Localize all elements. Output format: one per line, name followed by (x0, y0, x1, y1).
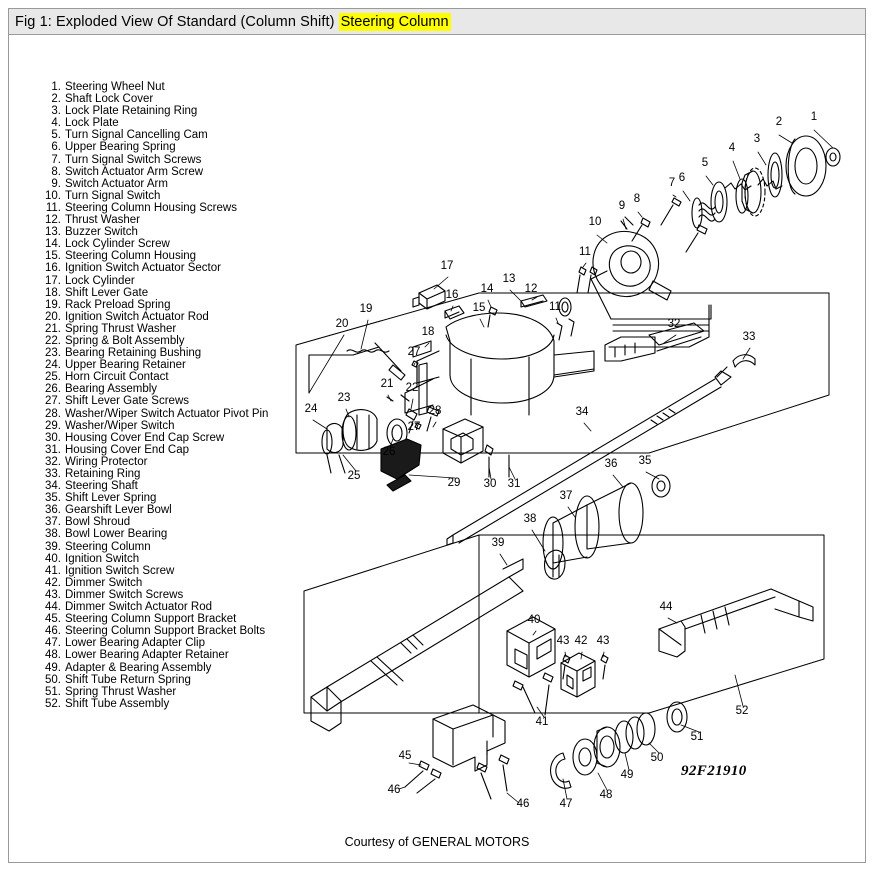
callout-number: 50 (650, 752, 664, 764)
callout-number: 4 (728, 142, 736, 154)
parts-legend-number: 12. (45, 214, 61, 227)
callout-number: 51 (690, 731, 704, 743)
figure-frame (8, 8, 866, 863)
parts-legend-label: Upper Bearing Spring (65, 141, 176, 154)
parts-legend-label: Steering Column (65, 540, 151, 553)
parts-legend-number: 46. (45, 625, 61, 638)
parts-legend-number: 5. (51, 129, 61, 142)
parts-legend-number: 51. (45, 685, 61, 698)
parts-legend-number: 50. (45, 673, 61, 686)
parts-legend-label: Lower Bearing Adapter Clip (65, 637, 205, 650)
parts-legend-label: Steering Shaft (65, 480, 138, 493)
parts-legend-number: 37. (45, 516, 61, 529)
parts-legend-number: 16. (45, 262, 61, 275)
parts-legend-number: 43. (45, 588, 61, 601)
parts-legend-label: Dimmer Switch Actuator Rod (65, 601, 212, 614)
callout-number: 17 (440, 260, 454, 272)
parts-legend-label: Bearing Retaining Bushing (65, 347, 202, 360)
callout-number: 25 (347, 470, 361, 482)
callout-number: 13 (502, 273, 516, 285)
parts-legend-number: 30. (45, 431, 61, 444)
parts-legend-number: 42. (45, 576, 61, 589)
callout-number: 31 (507, 478, 521, 490)
parts-legend-number: 7. (51, 153, 61, 166)
parts-legend-label: Bearing Assembly (65, 383, 158, 396)
parts-legend-label: Ignition Switch Actuator Rod (65, 310, 209, 323)
parts-legend-label: Wiring Protector (65, 455, 148, 468)
parts-legend-number: 44. (45, 601, 61, 614)
courtesy-text: Courtesy of GENERAL MOTORS (344, 835, 530, 849)
callout-number: 43 (556, 635, 570, 647)
parts-legend-label: Lock Plate Retaining Ring (65, 105, 198, 118)
parts-legend-label: Bowl Shroud (65, 516, 131, 529)
parts-legend-label: Bowl Lower Bearing (65, 528, 168, 541)
callout-number: 45 (398, 750, 412, 762)
callout-number: 34 (575, 406, 589, 418)
parts-legend-label: Shift Tube Return Spring (65, 673, 191, 686)
parts-legend-label: Spring Thrust Washer (65, 322, 177, 335)
parts-legend-number: 31. (45, 443, 61, 456)
callout-number: 11 (549, 301, 561, 313)
callout-number: 12 (524, 283, 538, 295)
diagram-area (9, 35, 865, 863)
callout-number: 46 (387, 784, 401, 796)
callout-number: 15 (472, 302, 486, 314)
parts-legend-number: 15. (45, 250, 61, 263)
parts-legend-number: 47. (45, 637, 61, 650)
parts-legend-label: Ignition Switch Screw (65, 564, 175, 577)
callout-number: 36 (604, 458, 618, 470)
parts-legend-number: 38. (45, 528, 61, 541)
parts-legend-label: Steering Column Housing Screws (65, 201, 237, 214)
parts-legend-number: 3. (51, 105, 61, 118)
callout-number: 48 (599, 789, 613, 801)
callout-number: 38 (523, 513, 537, 525)
parts-legend-label: Steering Column Housing (65, 250, 197, 263)
parts-legend-number: 19. (45, 298, 61, 311)
parts-legend-label: Shift Tube Assembly (65, 697, 170, 710)
figure-title-highlight: Steering Column (340, 13, 449, 30)
parts-legend-label: Dimmer Switch Screws (65, 588, 184, 601)
callout-number: 9 (618, 200, 626, 212)
parts-legend-label: Ignition Switch (65, 552, 140, 565)
figure-title-text: Fig 1: Exploded View Of Standard (Column Shift) (15, 13, 335, 30)
parts-legend-label: Dimmer Switch (65, 576, 143, 589)
parts-legend-number: 26. (45, 383, 61, 396)
callout-number: 37 (559, 490, 573, 502)
callout-number: 43 (596, 635, 610, 647)
callout-number: 6 (678, 172, 686, 184)
callout-number: 2 (775, 116, 783, 128)
callout-number: 20 (335, 318, 349, 330)
parts-legend-number: 24. (45, 359, 61, 372)
parts-legend-label: Steering Column Support Bracket Bolts (65, 625, 266, 638)
parts-legend-label: Adapter & Bearing Assembly (65, 661, 212, 674)
parts-legend-number: 23. (45, 347, 61, 360)
callout-number: 26 (382, 446, 396, 458)
callout-number: 10 (588, 216, 602, 228)
parts-legend-label: Lock Plate (65, 117, 119, 130)
parts-legend-label: Spring Thrust Washer (65, 685, 177, 698)
parts-legend-label: Switch Actuator Arm Screw (65, 165, 204, 178)
parts-legend-number: 17. (45, 274, 61, 287)
parts-legend-label: Shift Lever Gate (65, 286, 149, 299)
callout-number: 5 (701, 157, 709, 169)
parts-legend-label: Lock Cylinder Screw (65, 238, 170, 251)
parts-legend-number: 35. (45, 492, 61, 505)
callout-number: 47 (559, 798, 573, 810)
parts-legend-label: Spring & Bolt Assembly (65, 334, 185, 347)
parts-legend-number: 36. (45, 504, 61, 517)
parts-legend-label: Retaining Ring (65, 468, 141, 480)
callout-number: 22 (405, 382, 419, 394)
parts-legend-number: 1. (51, 81, 61, 93)
parts-legend-number: 32. (45, 455, 61, 468)
parts-legend-number: 18. (45, 286, 61, 299)
callout-number: 1 (810, 111, 818, 123)
parts-legend-number: 10. (45, 189, 61, 202)
callout-number: 18 (421, 326, 435, 338)
callout-number: 24 (304, 403, 318, 415)
callout-number: 39 (491, 537, 505, 549)
exploded-view-drawing (9, 35, 865, 863)
figure-title-bar (9, 9, 865, 35)
parts-legend-label: Buzzer Switch (65, 226, 138, 239)
callout-number: 29 (447, 477, 461, 489)
parts-legend-number: 33. (45, 468, 61, 480)
parts-legend-number: 4. (51, 117, 61, 130)
callout-number: 11 (579, 246, 591, 258)
callout-number: 52 (735, 705, 749, 717)
parts-legend-number: 29. (45, 419, 61, 432)
parts-legend-number: 40. (45, 552, 61, 565)
parts-legend-label: Turn Signal Switch Screws (65, 153, 202, 166)
parts-legend-label: Steering Wheel Nut (65, 81, 165, 93)
parts-legend-label: Lower Bearing Adapter Retainer (65, 649, 229, 662)
parts-legend-label: Upper Bearing Retainer (65, 359, 186, 372)
callout-number: 32 (667, 318, 681, 330)
parts-legend-number: 11. (45, 201, 61, 214)
callout-number: 44 (659, 601, 673, 613)
callout-number: 49 (620, 769, 634, 781)
parts-legend-number: 25. (45, 371, 61, 384)
callout-number: 46 (516, 798, 530, 810)
parts-legend-label: Switch Actuator Arm (65, 177, 168, 190)
parts-legend-number: 28. (45, 407, 61, 420)
parts-legend-label: Washer/Wiper Switch Actuator Pivot Pin (65, 407, 269, 420)
parts-legend-label: Steering Column Support Bracket (65, 613, 237, 626)
parts-legend-label: Ignition Switch Actuator Sector (65, 262, 221, 275)
parts-legend-label: Lock Cylinder (65, 274, 135, 287)
parts-legend-label: Shift Lever Gate Screws (65, 395, 189, 408)
callout-number: 42 (574, 635, 588, 647)
parts-legend-label: Turn Signal Switch (65, 189, 161, 202)
parts-legend-number: 8. (51, 165, 61, 178)
parts-legend-label: Turn Signal Cancelling Cam (65, 129, 208, 142)
parts-legend-number: 20. (45, 310, 61, 323)
callout-number: 21 (380, 378, 394, 390)
parts-legend-label: Housing Cover End Cap (65, 443, 190, 456)
callout-number: 19 (359, 303, 373, 315)
callout-number: 40 (527, 614, 541, 626)
parts-legend-label: Rack Preload Spring (65, 298, 171, 311)
parts-legend-number: 22. (45, 334, 61, 347)
parts-legend-label: Thrust Washer (65, 214, 140, 227)
parts-legend-number: 49. (45, 661, 61, 674)
parts-legend-label: Shaft Lock Cover (65, 93, 154, 106)
parts-legend-number: 52. (45, 697, 61, 710)
drawing-code: 92F21910 (681, 763, 747, 779)
parts-legend-label: Horn Circuit Contact (65, 371, 169, 384)
parts-legend-number: 27. (45, 395, 61, 408)
callout-number: 14 (480, 283, 494, 295)
parts-legend-label: Gearshift Lever Bowl (65, 504, 172, 517)
callout-number: 30 (483, 478, 497, 490)
parts-legend-number: 39. (45, 540, 61, 553)
parts-legend-number: 41. (45, 564, 61, 577)
callout-number: 41 (535, 716, 549, 728)
parts-legend-number: 14. (45, 238, 61, 251)
callout-number: 23 (337, 392, 351, 404)
callout-number: 8 (633, 193, 641, 205)
parts-legend-number: 48. (45, 649, 61, 662)
parts-legend-number: 34. (45, 480, 61, 493)
callout-number: 35 (638, 455, 652, 467)
parts-legend-number: 45. (45, 613, 61, 626)
callout-number: 16 (445, 289, 459, 301)
callout-number: 27 (407, 421, 421, 433)
parts-legend-number: 21. (45, 322, 61, 335)
callout-number: 27 (407, 346, 421, 358)
parts-legend-label: Shift Lever Spring (65, 492, 157, 505)
parts-legend-number: 9. (51, 177, 61, 190)
parts-legend-number: 2. (51, 93, 61, 106)
callout-number: 28 (428, 405, 442, 417)
parts-legend-label: Housing Cover End Cap Screw (65, 431, 225, 444)
parts-legend-label: Washer/Wiper Switch (65, 419, 175, 432)
parts-legend-number: 6. (51, 141, 61, 154)
callout-number: 7 (668, 177, 676, 189)
parts-legend-number: 13. (45, 226, 61, 239)
callout-number: 33 (742, 331, 756, 343)
callout-number: 3 (753, 133, 761, 145)
